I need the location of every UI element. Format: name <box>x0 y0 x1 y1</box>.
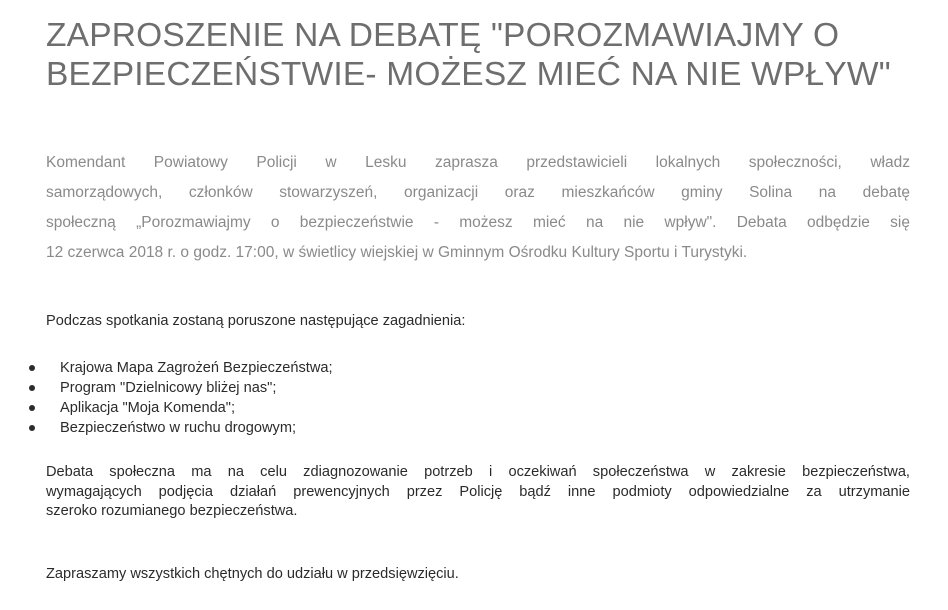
page-title <box>46 16 926 94</box>
bullet-icon <box>29 425 35 431</box>
topics-list <box>26 358 333 438</box>
intro-line: 12 czerwca 2018 r. o godz. 17:00, w świetlicy wiejskiej w Gminnym Ośrodku Kultury Sportu i Turystyki. <box>46 244 748 261</box>
list-item <box>26 358 333 378</box>
list-item-text: Program "Dzielnicowy bliżej nas"; <box>60 380 277 396</box>
topics-lead: Podczas spotkania zostaną poruszone następujące zagadnienia: <box>46 313 466 329</box>
intro-line: Komendant Powiatowy Policji w Lesku zaprasza przedstawicieli lokalnych społeczności, władz <box>46 154 910 171</box>
intro-line: samorządowych, członków stowarzyszeń, organizacji oraz mieszkańców gminy Solina na debatę <box>46 184 910 201</box>
purpose-line: wymagających podjęcia działań prewencyjnych przez Policję bądź inne podmioty odpowiedzialne za utrzymanie <box>46 483 910 500</box>
list-item <box>26 378 333 398</box>
list-item <box>26 398 333 418</box>
closing-text: Zapraszamy wszystkich chętnych do udziału w przedsięwzięciu. <box>46 566 459 582</box>
bullet-icon <box>29 365 35 371</box>
bullet-icon <box>29 405 35 411</box>
title-line: ZAPROSZENIE NA DEBATĘ "POROZMAWIAJMY O <box>46 17 840 54</box>
list-item-text: Aplikacja "Moja Komenda"; <box>60 400 236 416</box>
bullet-icon <box>29 385 35 391</box>
purpose-paragraph <box>46 463 910 522</box>
list-item <box>26 418 333 438</box>
purpose-line: szeroko rozumianego bezpieczeństwa. <box>46 503 298 519</box>
purpose-line: Debata społeczna ma na celu zdiagnozowanie potrzeb i oczekiwań społeczeństwa w zakresie bezpieczeństwa, <box>46 464 910 480</box>
intro-paragraph <box>46 148 910 268</box>
intro-line: społeczną „Porozmawiajmy o bezpieczeństwie - możesz mieć na nie wpływ". Debata odbędzie się <box>46 214 910 231</box>
list-item-text: Bezpieczeństwo w ruchu drogowym; <box>60 420 297 436</box>
list-item-text: Krajowa Mapa Zagrożeń Bezpieczeństwa; <box>60 360 333 376</box>
title-line: BEZPIECZEŃSTWIE- MOŻESZ MIEĆ NA NIE WPŁYW" <box>46 56 891 93</box>
